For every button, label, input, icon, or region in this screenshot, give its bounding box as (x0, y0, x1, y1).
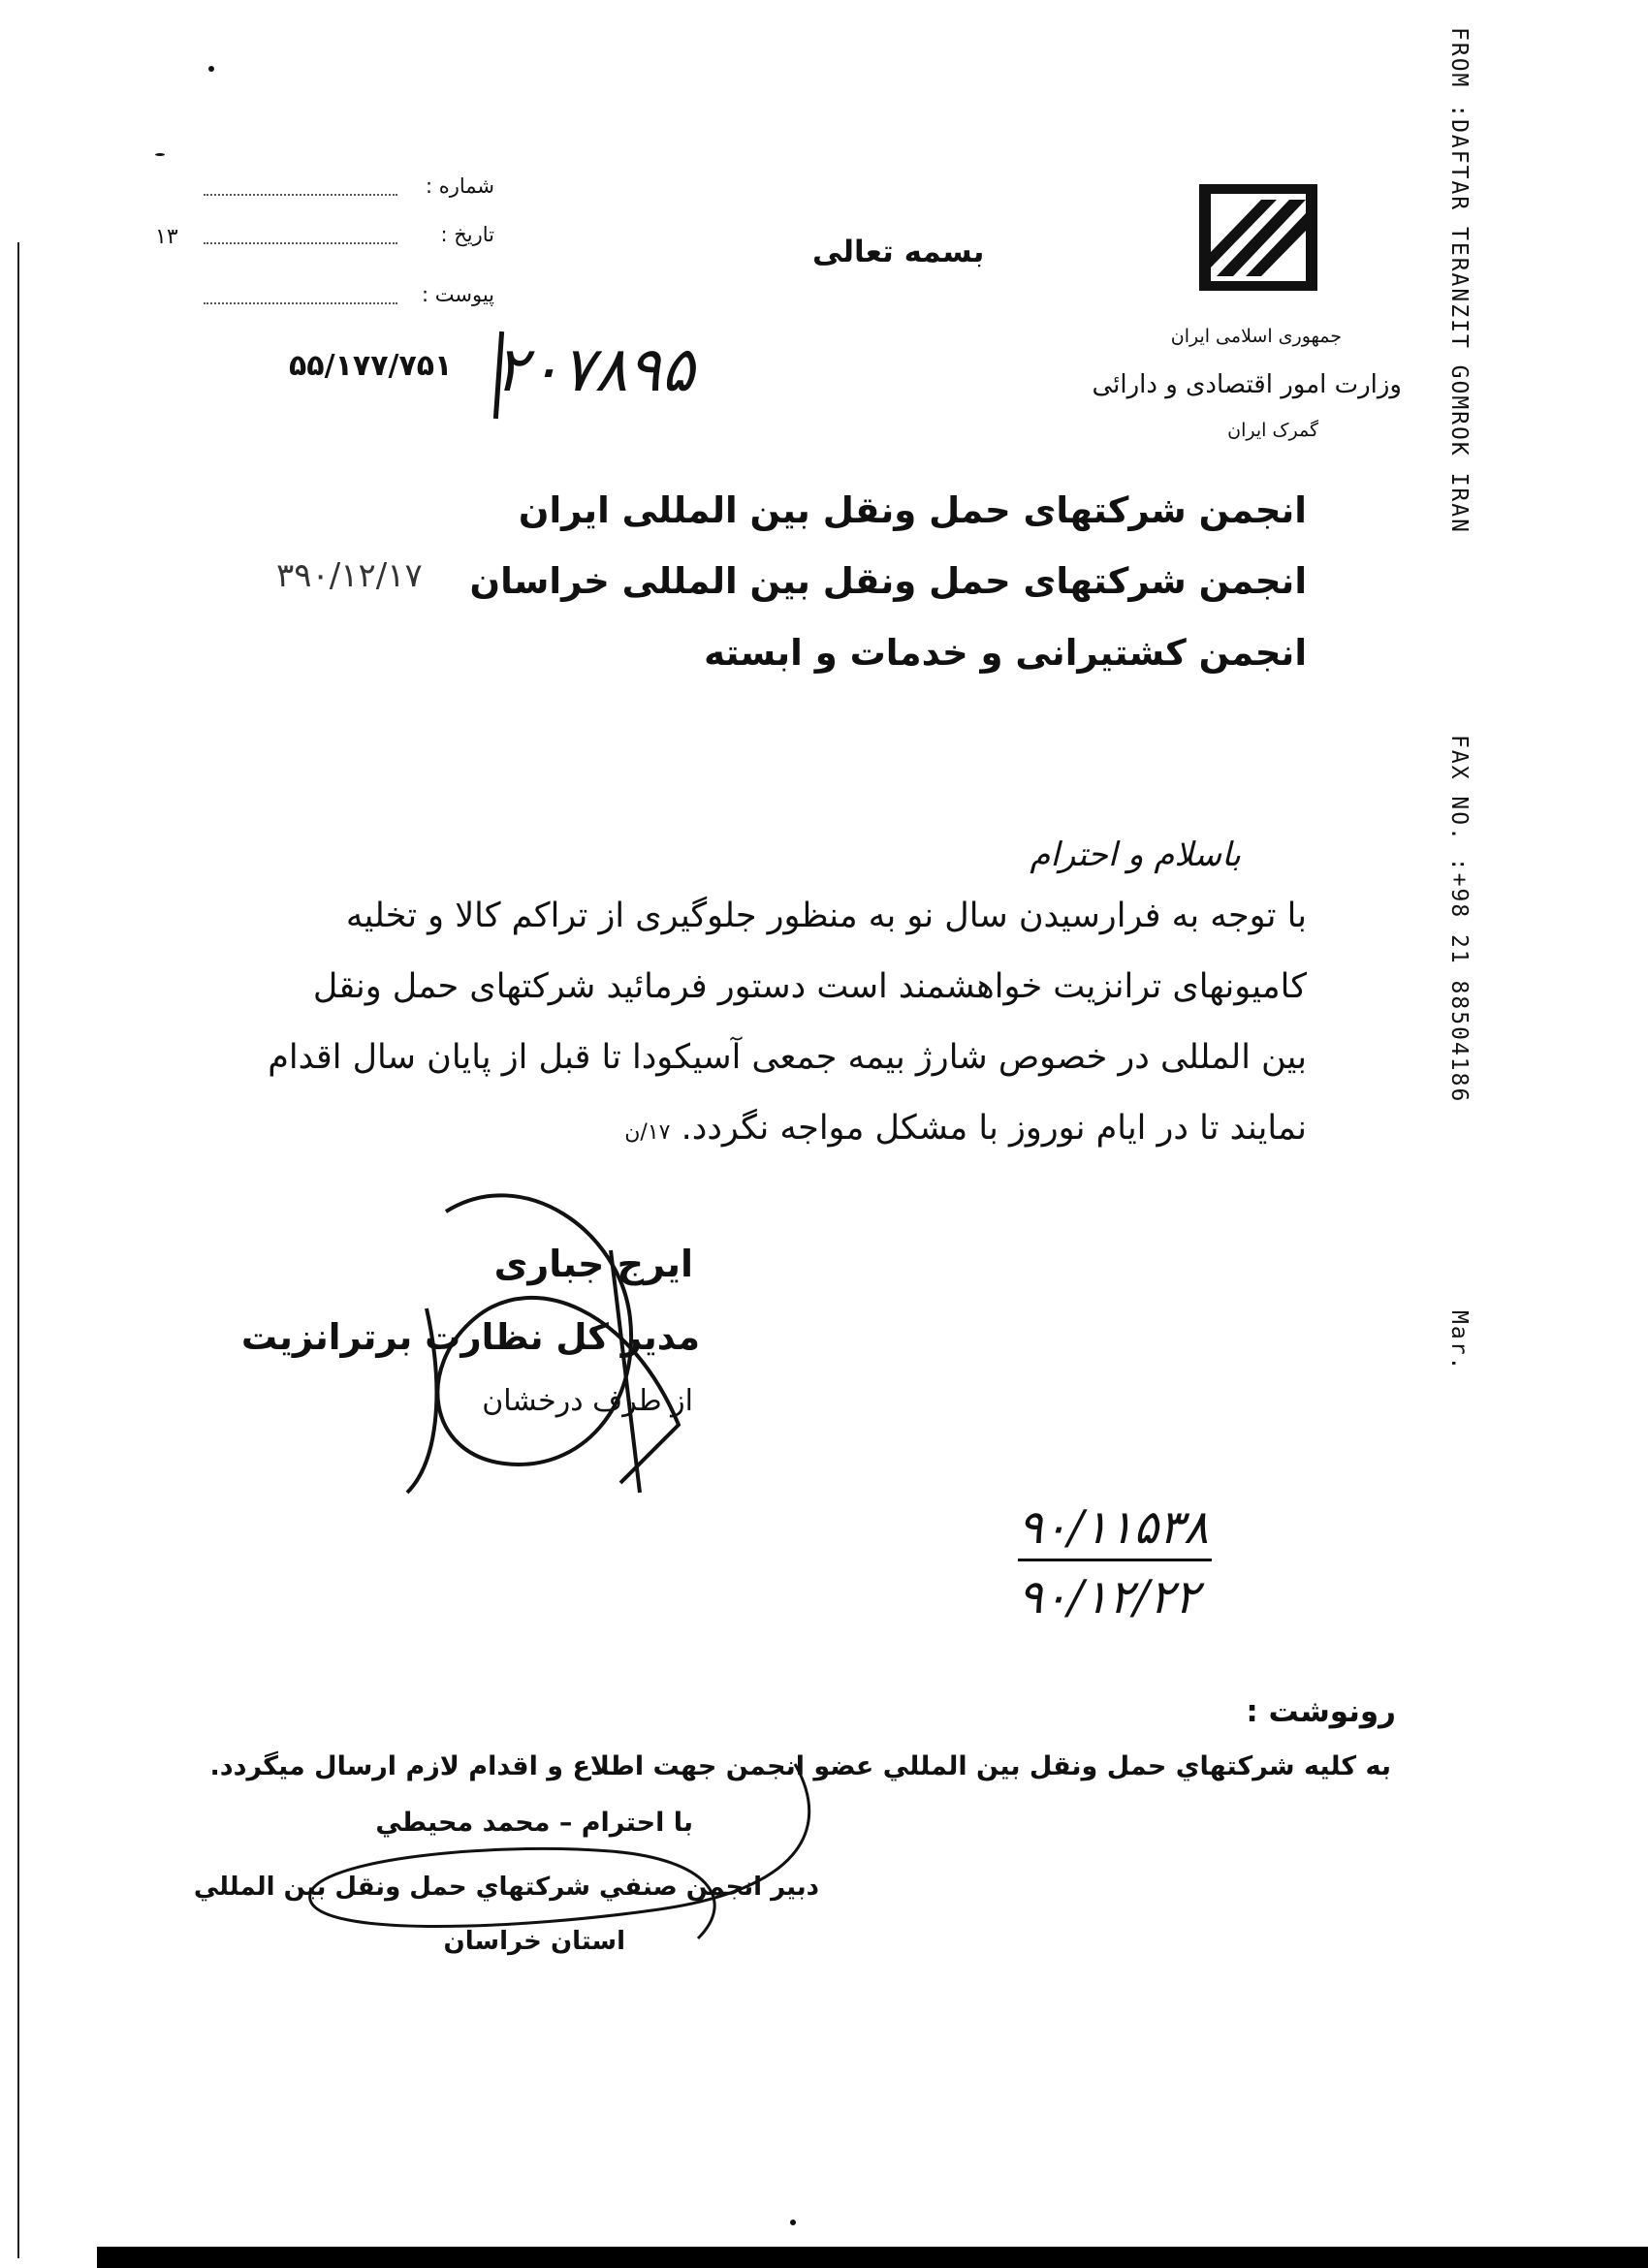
number-field (145, 174, 494, 213)
signature-scribble (388, 1173, 717, 1502)
date-field (145, 223, 494, 262)
date-label: تاریخ : (440, 223, 494, 246)
handwritten-registration-number: ۹۰/۱۱۵۳۸ (1018, 1500, 1209, 1555)
stamp-date: ۳۹۰/۱۲/۱۷ (276, 556, 423, 595)
body-line: کامیونهای ترانزیت خواهشمند است دستور فرمائید شرکتهای حمل ونقل (312, 967, 1307, 1006)
body-line-ref: ۱۷/ن (624, 1120, 671, 1145)
scan-edge-left (17, 242, 19, 2258)
handwritten-registration-date: ۹۰/۱۲/۲۲ (1018, 1570, 1200, 1624)
cc-secretary: دبير انجمن صنفي شركتهاي حمل ونقل بين المللي (193, 1873, 819, 1902)
date-suffix: ۱۳ (155, 225, 178, 249)
signatory-on-behalf: از طرف درخشان (482, 1384, 693, 1418)
body-line: نمایند تا در ایام نوروز با مشکل مواجه نگردد. (681, 1109, 1307, 1148)
body-line-last (624, 1109, 1307, 1148)
scan-speck (208, 66, 214, 72)
cc-regards: با احترام – محمد محيطي (375, 1808, 693, 1838)
salutation: باسلام و احترام (1030, 835, 1241, 874)
customs-logo-icon (1197, 184, 1318, 291)
addressee-3: انجمن کشتیرانی و خدمات و ابسته (704, 632, 1307, 674)
attachment-dots (204, 302, 397, 304)
signatory-name: ایرج جباری (493, 1243, 693, 1285)
body-line: بین المللی در خصوص شارژ بیمه جمعی آسیکودا تا قبل از پایان سال اقدام (268, 1038, 1307, 1077)
cc-heading: رونوشت : (1246, 1694, 1396, 1729)
attachment-label: پیوست : (422, 283, 494, 306)
sender-customs: گمرک ایران (1227, 420, 1318, 441)
signatory-title: مدیر کل نظارت برترانزیت (240, 1316, 700, 1358)
cc-province: استان خراسان (443, 1927, 625, 1956)
addressee-1: انجمن شرکتهای حمل ونقل بین المللی ایران (518, 489, 1307, 531)
scan-edge-bottom (97, 2247, 1648, 2268)
typed-reference-number: ۵۵/۱۷۷/۷۵۱ (289, 349, 453, 383)
sender-ministry: وزارت امور اقتصادی و دارائی (1092, 370, 1402, 399)
cc-body: به كليه شركتهاي حمل ونقل بين المللي عضو انجمن جهت اطلاع و اقدام لازم ارسال ميگردد. (209, 1751, 1391, 1781)
date-dots (204, 242, 397, 244)
cc-signature-scribble (291, 1745, 853, 1968)
handwritten-reference-number: ۲۰۷۸۹۵ (494, 334, 695, 406)
number-dots (204, 194, 397, 196)
basmala: بسمه تعالی (812, 235, 985, 269)
fax-month: Mar. (1446, 1310, 1472, 1372)
handwritten-divider (1018, 1559, 1212, 1561)
fax-number-line: FAX NO. :+98 21 88504186 (1446, 735, 1472, 1104)
number-label: شماره : (425, 174, 494, 198)
body-line: با توجه به فرارسیدن سال نو به منظور جلوگیری از تراکم کالا و تخلیه (345, 897, 1307, 935)
addressee-2: انجمن شرکتهای حمل ونقل بین المللی خراسان (469, 560, 1307, 602)
scan-speck (155, 153, 165, 156)
attachment-field (145, 283, 494, 322)
sender-republic: جمهوری اسلامی ایران (1170, 326, 1342, 347)
scan-speck (790, 2220, 796, 2225)
fax-from-line: FROM :DAFTAR TERANZIT GOMROK IRAN (1446, 27, 1472, 534)
